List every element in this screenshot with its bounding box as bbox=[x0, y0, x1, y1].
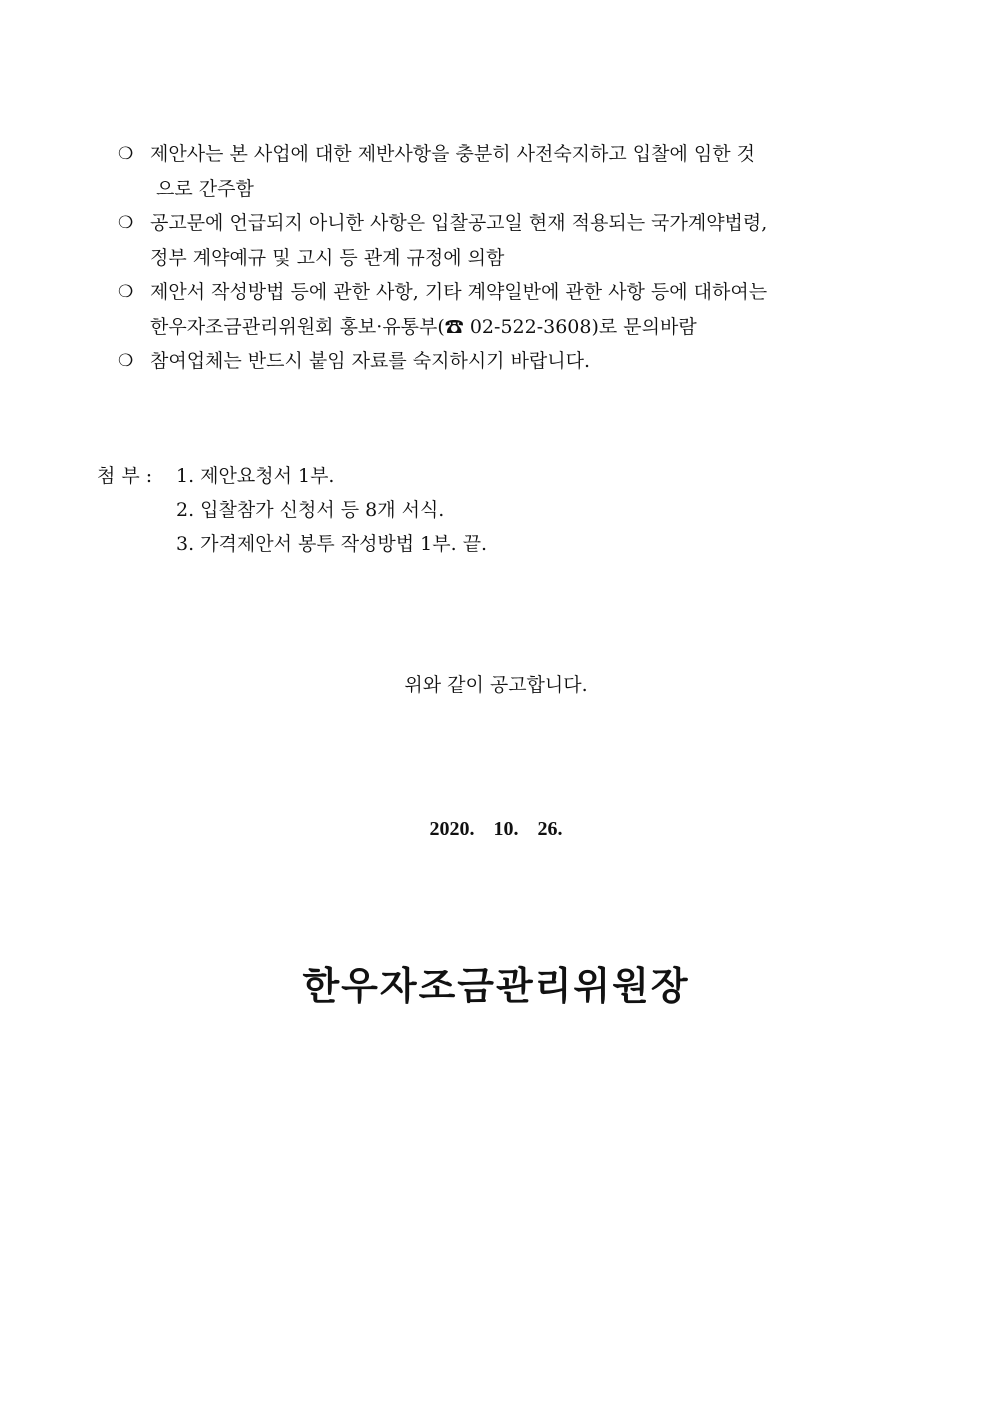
announcement-text: 위와 같이 공고합니다. bbox=[404, 674, 588, 696]
notice-item bbox=[118, 206, 903, 275]
notice-line: 정부 계약예규 및 고시 등 관계 규정에 의함 bbox=[150, 246, 505, 269]
circle-bullet-icon: ❍ bbox=[118, 213, 134, 233]
notice-line: 공고문에 언급되지 아니한 사항은 입찰공고일 현재 적용되는 국가계약법령, bbox=[150, 212, 768, 234]
notice-item bbox=[118, 344, 903, 379]
attachments-label: 첨 부 : bbox=[97, 465, 153, 487]
notice-line: 한우자조금관리위원회 홍보·유통부(☎ 02-522-3608)로 문의바람 bbox=[150, 315, 697, 338]
circle-bullet-icon: ❍ bbox=[118, 351, 134, 371]
attachment-item: 3. 가격제안서 봉투 작성방법 1부. 끝. bbox=[176, 533, 488, 555]
attachments-list bbox=[176, 459, 487, 561]
document-date: 2020. 10. 26. bbox=[429, 818, 563, 840]
circle-bullet-icon: ❍ bbox=[118, 282, 134, 302]
notice-list bbox=[118, 137, 903, 379]
notice-line: 제안서 작성방법 등에 관한 사항, 기타 계약일반에 관한 사항 등에 대하여는 bbox=[150, 281, 768, 303]
notice-line: 으로 간주함 bbox=[156, 177, 254, 200]
notice-line: 참여업체는 반드시 붙임 자료를 숙지하시기 바랍니다. bbox=[150, 350, 591, 372]
notice-item bbox=[118, 275, 903, 344]
signer-title: 한우자조금관리위원장 bbox=[302, 963, 690, 1008]
notice-item bbox=[118, 137, 903, 206]
circle-bullet-icon: ❍ bbox=[118, 144, 134, 164]
notice-line: 제안사는 본 사업에 대한 제반사항을 충분히 사전숙지하고 입찰에 임한 것 bbox=[150, 143, 755, 165]
attachment-item: 2. 입찰참가 신청서 등 8개 서식. bbox=[176, 499, 445, 521]
attachment-item: 1. 제안요청서 1부. bbox=[176, 465, 335, 487]
